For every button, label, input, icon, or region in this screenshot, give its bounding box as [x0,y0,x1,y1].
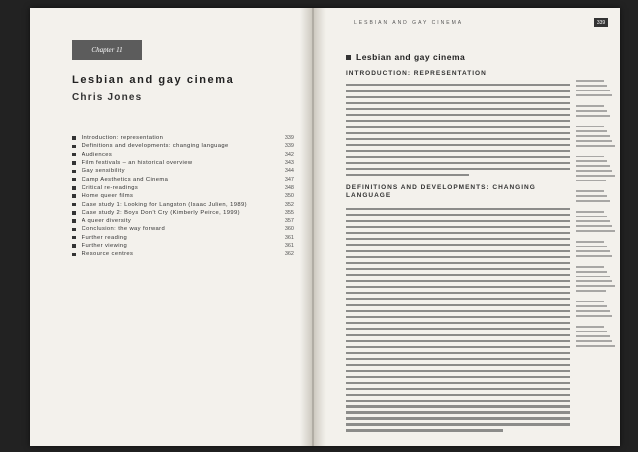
page-number: 339 [594,18,608,27]
margin-note-line [576,285,615,287]
margin-note-line [576,335,610,337]
toc-entry [72,234,294,242]
text-line [346,310,570,312]
toc-entry-page: 352 [284,201,294,208]
text-line [346,144,570,146]
margin-note-line [576,276,610,278]
toc-entry-title: A queer diversity [81,218,132,225]
margin-note-line [576,290,606,292]
chapter-author: Chris Jones [72,92,143,103]
running-head: LESBIAN AND GAY CINEMA [354,20,464,26]
toc-entry [72,134,294,142]
margin-note-line [576,110,607,112]
text-line [346,405,570,407]
text-line [346,150,570,152]
text-line [346,238,570,240]
toc-entry-page: 342 [284,151,294,158]
toc-entry-page: 355 [284,209,294,216]
toc-entry [72,167,294,175]
text-line [346,268,570,270]
margin-note-line [576,211,604,213]
margin-note-line [576,301,604,303]
toc-entry-title: Film festivals – an historical overview [81,160,193,167]
margin-notes [576,80,616,356]
section-title-text: Lesbian and gay cinema [356,52,466,62]
toc-entry-title: Conclusion: the way forward [81,226,166,233]
toc-entry-page: 339 [284,135,294,142]
margin-note-line [576,195,607,197]
toc-entry-page: 339 [284,143,294,150]
text-line [346,132,570,134]
square-bullet-icon [72,253,76,257]
toc-entry-page: 347 [284,176,294,183]
toc-entry-title: Gay sensibility [81,168,125,175]
toc-entry-title: Further reading [81,234,128,241]
text-line [346,423,570,425]
margin-note-line [576,140,612,142]
text-line [346,274,570,276]
text-line [346,292,570,294]
text-line [346,340,570,342]
margin-note-line [576,90,610,92]
text-line [346,250,570,252]
square-bullet-icon [72,228,76,232]
square-bullet-icon [72,236,76,240]
toc-entry-title: Audiences [81,151,113,158]
margin-note-line [576,345,615,347]
heading-introduction: INTRODUCTION: REPRESENTATION [346,70,487,77]
text-line [346,114,570,116]
text-line [346,168,570,170]
margin-note-line [576,305,607,307]
toc-entry-title: Case study 1: Looking for Langston (Isaac Julien, 1989) [81,201,247,208]
text-line [346,232,570,234]
toc-entry-title: Definitions and developments: changing language [81,143,229,150]
text-line [346,214,570,216]
margin-note-line [576,200,610,202]
text-line [346,376,570,378]
toc-entry [72,209,294,217]
toc-entry-title: Further viewing [81,243,128,249]
toc-entry-page: 343 [284,160,294,167]
text-line [346,256,570,258]
text-line [346,388,570,390]
text-line [346,352,570,354]
text-line [346,382,570,384]
margin-note-line [576,280,612,282]
toc-entry [72,250,294,258]
toc-entry-page: 361 [284,243,294,249]
chapter-contents [72,134,294,258]
toc-entry-title: Resource centres [81,251,134,258]
margin-note-line [576,94,612,96]
chapter-label: Chapter 11 [72,40,142,60]
toc-entry [72,242,294,250]
square-bullet-icon [72,244,76,248]
square-bullet-icon [72,170,76,174]
margin-note-line [576,315,612,317]
square-bullet-icon [72,145,76,149]
text-line [346,364,570,366]
margin-note-line [576,340,612,342]
margin-note-line [576,220,610,222]
toc-entry [72,151,294,159]
toc-entry-title: Critical re-readings [81,184,139,191]
text-line [346,126,570,128]
chapter-title: Lesbian and gay cinema [72,74,235,86]
toc-entry [72,175,294,183]
margin-note-line [576,266,604,268]
text-line [346,322,570,324]
section-title [346,52,465,62]
margin-note-line [576,105,604,107]
margin-note-line [576,225,612,227]
margin-note-line [576,190,604,192]
toc-entry-page: 348 [284,184,294,191]
margin-note-line [576,115,610,117]
toc-entry-title: Camp Aesthetics and Cinema [81,176,169,183]
text-line [346,346,570,348]
margin-note-line [576,145,615,147]
text-line [346,370,570,372]
toc-entry [72,200,294,208]
margin-note-line [576,216,607,218]
square-bullet-icon [72,194,76,198]
text-line [346,208,570,210]
margin-note-line [576,331,607,333]
right-page [326,8,620,446]
toc-entry-page: 350 [284,193,294,200]
square-bullet-icon [72,178,76,182]
margin-note-line [576,230,615,232]
square-bullet-icon [72,211,76,215]
text-line [346,96,570,98]
text-line [346,334,570,336]
text-line [346,400,570,402]
text-line [346,156,570,158]
margin-note-line [576,255,612,257]
margin-note-line [576,135,610,137]
square-bullet-icon [72,203,76,207]
text-line [346,108,570,110]
toc-entry-page: 344 [284,168,294,175]
text-line [346,394,570,396]
margin-note-line [576,180,606,182]
toc-entry [72,142,294,150]
intro-paragraph [346,84,570,180]
text-line [346,304,570,306]
toc-entry [72,159,294,167]
margin-note-line [576,156,604,158]
toc-entry [72,192,294,200]
text-line [346,226,570,228]
text-line [346,84,570,86]
text-line [346,220,570,222]
margin-note-line [576,326,604,328]
book-gutter [300,8,326,446]
toc-entry-page: 361 [284,234,294,241]
toc-entry-page: 357 [284,218,294,225]
margin-note-line [576,130,607,132]
margin-note-line [576,165,610,167]
text-line [346,429,503,431]
margin-note-line [576,80,604,82]
left-page [30,8,302,446]
text-line [346,298,570,300]
square-bullet-icon [346,55,351,60]
text-line [346,90,570,92]
toc-entry-title: Case study 2: Boys Don't Cry (Kimberly Peirce, 1999) [81,209,241,216]
toc-entry [72,225,294,233]
text-line [346,120,570,122]
body-paragraph [346,208,570,435]
margin-note-line [576,175,615,177]
margin-note-line [576,310,610,312]
text-line [346,162,570,164]
margin-note-line [576,241,604,243]
toc-entry-page: 360 [284,226,294,233]
square-bullet-icon [72,219,76,223]
margin-note-line [576,170,612,172]
text-line [346,262,570,264]
margin-note-line [576,126,604,128]
heading-definitions [346,184,536,200]
text-line [346,280,570,282]
square-bullet-icon [72,153,76,157]
text-line [346,174,469,176]
text-line [346,358,570,360]
margin-note-line [576,250,610,252]
square-bullet-icon [72,161,76,165]
toc-entry-page: 362 [284,251,294,258]
text-line [346,244,570,246]
text-line [346,102,570,104]
toc-entry [72,217,294,225]
text-line [346,417,570,419]
text-line [346,411,570,413]
text-line [346,316,570,318]
margin-note-line [576,160,607,162]
text-line [346,286,570,288]
heading-definitions-line-2: LANGUAGE [346,192,392,199]
toc-entry-title: Home queer films [81,193,134,200]
heading-definitions-line-1: DEFINITIONS AND DEVELOPMENTS: CHANGING [346,184,536,191]
margin-note-line [576,246,607,248]
square-bullet-icon [72,136,76,140]
margin-note-line [576,85,607,87]
text-line [346,138,570,140]
toc-entry [72,184,294,192]
text-line [346,328,570,330]
book-spread [30,8,620,446]
margin-note-line [576,271,607,273]
square-bullet-icon [72,186,76,190]
toc-entry-title: Introduction: representation [81,135,164,142]
